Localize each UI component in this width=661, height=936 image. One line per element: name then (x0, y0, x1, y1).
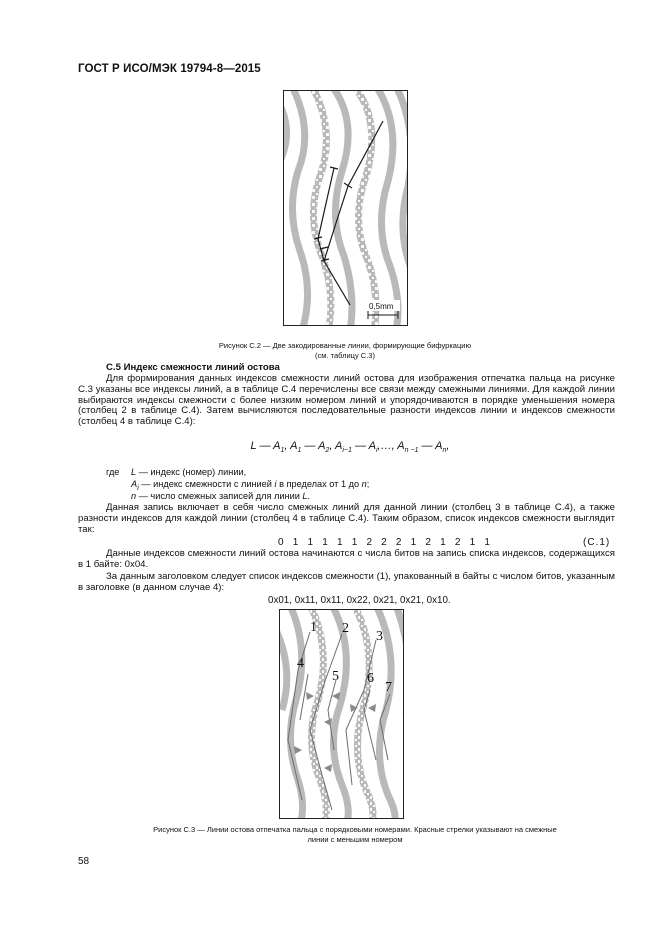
def-A-mid: в пределах от 1 до (276, 479, 362, 489)
section-heading: С.5 Индекс смежности линий остова (106, 362, 280, 373)
def-n (131, 491, 310, 501)
def-A-sub: i (137, 482, 139, 492)
paragraph-3: Данные индексов смежности линий остова начинаются с числа битов на запись списка индексов, содержащихся в 1 байте: 0х04. (78, 548, 615, 570)
ridge-label-1: 1 (310, 620, 317, 635)
ridge-label-6: 6 (367, 671, 374, 686)
paragraph-4: За данным заголовком следует список индексов смежности (1), упакованный в байты с числом битов, указанным в заголовке (в данном случае 4): (78, 571, 615, 593)
figure-c2 (283, 90, 408, 326)
def-n-symbol: n (131, 491, 137, 501)
def-L (131, 467, 246, 477)
adjacency-sequence: 0 1 1 1 1 1 2 2 2 1 2 1 2 1 1 (278, 537, 494, 548)
def-where (106, 467, 119, 477)
ridge-label-3: 3 (376, 629, 383, 644)
figure-c3-image (280, 610, 403, 818)
def-n-end: . (307, 491, 311, 501)
figure-c3-caption-line1: Рисунок С.3 — Линии остова отпечатка пальца с порядковыми номерами. Красные стрелки указывают на смежные (153, 825, 557, 834)
figure-c2-caption (180, 341, 510, 361)
def-L-text: — индекс (номер) линии, (138, 467, 247, 477)
figure-c3 (279, 609, 404, 819)
figure-c2-caption-line2: (см. таблицу С.3) (315, 351, 375, 360)
def-L-symbol: L (131, 467, 137, 477)
figure-c2-image (284, 91, 407, 325)
def-A (131, 479, 369, 492)
def-n-L: L (302, 491, 308, 501)
paragraph-1: Для формирования данных индексов смежности линий остова для изображения отпечатка пальца на рисунке С.3 указаны все индексы линий, а в таблице С.4 перечислены все связи между смежными линиями. Для каждой линии выбираются индексы смежности с более низким номером линий и упорядочиваются в порядке уменьшения номера (столбец 2 в таблице С.4). Затем вычисляются последовательные разности индексов линии и индексов смежности (столбец 4 в таблице С.4): (78, 373, 615, 428)
bytes-line: 0x01, 0x11, 0x11, 0x22, 0x21, 0x21, 0x10. (268, 595, 451, 606)
ridge-label-4: 4 (297, 656, 304, 671)
def-n-text: — число смежных записей для линии (136, 491, 303, 501)
ridge-label-5: 5 (332, 669, 339, 684)
scale-label: 0,5mm (369, 302, 394, 311)
ridge-label-7: 7 (385, 680, 392, 695)
page-number: 58 (78, 856, 90, 867)
figure-c2-caption-line1: Рисунок С.2 — Две закодированные линии, формирующие бифуркацию (218, 341, 472, 350)
def-A-pre: — индекс смежности с линией (138, 479, 275, 489)
def-A-post: ; (366, 479, 370, 489)
figure-c3-caption (90, 825, 620, 845)
equation-number: (С.1) (583, 537, 611, 548)
def-A-i: i (274, 479, 277, 489)
paragraph-2: Данная запись включает в себя число смежных линий для данной линии (столбец 3 в таблице С.4), а также разности индексов для каждой линии (столбец 4 в таблице С.4). Таким образом, список индексов смежности выглядит так: (78, 502, 615, 535)
ridge-label-2: 2 (342, 621, 349, 636)
figure-c3-caption-line2: линии с меньшим номером (307, 835, 403, 844)
def-A-symbol: A (131, 479, 138, 489)
def-A-n: n (361, 479, 367, 489)
formula: L — $A_1$, $A_1$ — $A_2$, $A_{i-1}$ — $A_i,\dots$, $A_{n -1}$ — $A_n$, (250, 440, 450, 455)
where-word: где (106, 467, 120, 477)
document-header: ГОСТ Р ИСО/МЭК 19794-8—2015 (78, 63, 261, 75)
